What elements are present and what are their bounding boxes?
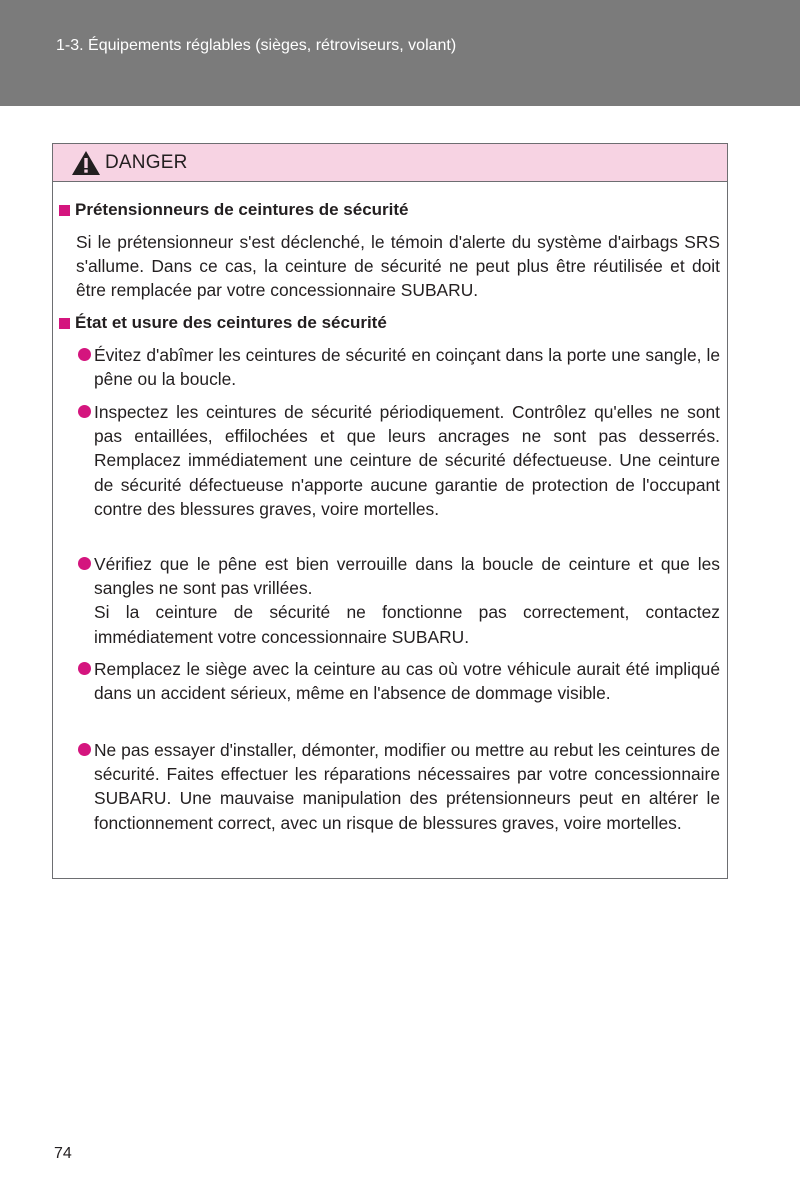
list-item-text: Évitez d'abîmer les ceintures de sécurité en coinçant dans la porte une sangle, le pêne ou la boucle.	[94, 345, 720, 390]
list-item-text: Remplacez le siège avec la ceinture au cas où votre véhicule aurait été impliqué dans un accident sérieux, même en l'absence de dommage visible.	[94, 659, 720, 704]
page-number: 74	[54, 1145, 72, 1162]
square-bullet-icon	[59, 318, 70, 329]
page-header	[0, 0, 800, 106]
list-item	[78, 400, 720, 521]
section-title-text: État et usure des ceintures de sécurité	[75, 313, 387, 332]
list-item	[78, 343, 720, 391]
danger-box	[52, 143, 728, 879]
warning-triangle-icon	[71, 150, 101, 176]
section-paragraph: Si le prétensionneur s'est déclenché, le témoin d'alerte du système d'airbags SRS s'allume. Dans ce cas, la ceinture de sécurité ne peut plus être réutilisée et doit être remplacée par votre concessionnaire SUBARU.	[76, 232, 720, 301]
list-item	[78, 738, 720, 835]
round-bullet-icon	[78, 348, 91, 361]
round-bullet-icon	[78, 743, 91, 756]
chapter-title: 1-3. Équipements réglables (sièges, rétroviseurs, volant)	[56, 37, 457, 54]
section-title-pretensioners	[59, 198, 409, 222]
section-title-condition	[59, 311, 387, 335]
list-item-text-line1: Vérifiez que le pêne est bien verrouille dans la boucle de ceinture et que les sangles ne sont pas vrillées.	[94, 554, 720, 599]
danger-content	[53, 181, 727, 878]
list-item	[78, 552, 720, 649]
danger-label: DANGER	[105, 152, 188, 173]
list-item-text-line2: Si la ceinture de sécurité ne fonctionne pas correctement, contactez immédiatement votre concessionnaire SUBARU.	[94, 602, 720, 647]
round-bullet-icon	[78, 662, 91, 675]
list-item-text: Ne pas essayer d'installer, démonter, modifier ou mettre au rebut les ceintures de sécurité. Faites effectuer les réparations nécessaires par votre concessionnaire SUBARU. Une mauvaise manipulation des prétensionneurs peut en altérer le fonctionnement correct, avec un risque de blessures graves, voire mortelles.	[94, 740, 720, 833]
round-bullet-icon	[78, 557, 91, 570]
round-bullet-icon	[78, 405, 91, 418]
section-title-text: Prétensionneurs de ceintures de sécurité	[75, 200, 409, 219]
list-item-text: Inspectez les ceintures de sécurité périodiquement. Contrôlez qu'elles ne sont pas entaillées, effilochées et que leurs ancrages ne sont pas desserrés. Remplacez immédiatement une ceinture de sécurité défectueuse. Une ceinture de sécurité défectueuse n'apporte aucune garantie de protection de l'occupant contre des blessures graves, voire mortelles.	[94, 402, 720, 519]
square-bullet-icon	[59, 205, 70, 216]
list-item	[78, 657, 720, 705]
danger-header	[53, 144, 727, 182]
list-item-text	[94, 552, 720, 649]
